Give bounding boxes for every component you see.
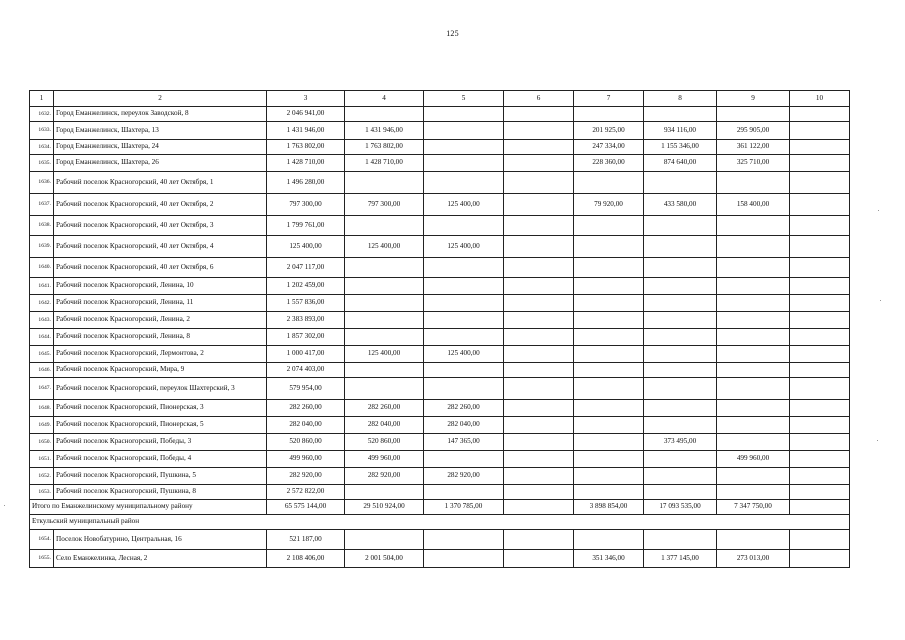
value-cell: 325 710,00 xyxy=(717,155,790,172)
value-cell: 1 428 710,00 xyxy=(345,155,424,172)
scan-mark xyxy=(877,440,878,441)
value-cell xyxy=(424,216,504,236)
value-cell xyxy=(504,530,574,550)
value-cell xyxy=(574,216,644,236)
table-row xyxy=(30,378,850,400)
value-cell: 1 377 145,00 xyxy=(644,550,717,568)
value-cell xyxy=(644,236,717,258)
value-cell xyxy=(790,295,850,312)
value-cell xyxy=(504,550,574,568)
value-cell xyxy=(790,329,850,346)
value-cell xyxy=(644,451,717,468)
row-number-cell: 1640. xyxy=(30,258,54,278)
value-cell: 282 040,00 xyxy=(424,417,504,434)
value-cell xyxy=(574,312,644,329)
value-cell xyxy=(574,434,644,451)
value-cell xyxy=(424,295,504,312)
row-number-cell: 1646. xyxy=(30,363,54,378)
value-cell: 1 000 417,00 xyxy=(267,346,345,363)
value-cell xyxy=(717,172,790,194)
value-cell xyxy=(790,312,850,329)
value-cell: 147 365,00 xyxy=(424,434,504,451)
address-cell: Рабочий поселок Красногорский, Пионерская, 5 xyxy=(54,417,267,434)
value-cell xyxy=(504,485,574,500)
value-cell: 295 905,00 xyxy=(717,122,790,140)
value-cell: 2 046 941,00 xyxy=(267,107,345,122)
value-cell xyxy=(574,530,644,550)
value-cell xyxy=(790,236,850,258)
table-row xyxy=(30,312,850,329)
value-cell xyxy=(345,329,424,346)
table-row xyxy=(30,122,850,140)
value-cell xyxy=(717,434,790,451)
value-cell xyxy=(504,278,574,295)
row-number-cell: 1654. xyxy=(30,530,54,550)
value-cell: 1 763 802,00 xyxy=(267,140,345,155)
value-cell xyxy=(345,363,424,378)
value-cell xyxy=(574,485,644,500)
address-cell: Город Еманжелинск, Шахтера, 24 xyxy=(54,140,267,155)
header-row xyxy=(30,91,850,107)
address-cell: Село Еманжелинка, Лесная, 2 xyxy=(54,550,267,568)
value-cell xyxy=(574,363,644,378)
value-cell xyxy=(644,172,717,194)
value-cell xyxy=(644,258,717,278)
value-cell: 282 040,00 xyxy=(345,417,424,434)
value-cell: 1 857 302,00 xyxy=(267,329,345,346)
value-cell: 282 920,00 xyxy=(424,468,504,485)
section-title: Еткульский муниципальный район xyxy=(30,515,850,530)
value-cell xyxy=(717,530,790,550)
value-cell xyxy=(574,236,644,258)
address-cell: Рабочий поселок Красногорский, Пушкина, 8 xyxy=(54,485,267,500)
value-cell: 228 360,00 xyxy=(574,155,644,172)
value-cell: 934 116,00 xyxy=(644,122,717,140)
value-cell: 1 431 946,00 xyxy=(345,122,424,140)
table-row xyxy=(30,172,850,194)
row-number-cell: 1634. xyxy=(30,140,54,155)
value-cell xyxy=(504,172,574,194)
value-cell: 1 557 836,00 xyxy=(267,295,345,312)
value-cell xyxy=(644,530,717,550)
value-cell xyxy=(717,346,790,363)
value-cell xyxy=(424,550,504,568)
table-row xyxy=(30,451,850,468)
value-cell xyxy=(345,485,424,500)
row-number-cell: 1653. xyxy=(30,485,54,500)
value-cell xyxy=(790,400,850,417)
value-cell xyxy=(424,258,504,278)
table-row xyxy=(30,278,850,295)
value-cell xyxy=(717,485,790,500)
value-cell: 797 300,00 xyxy=(345,194,424,216)
value-cell xyxy=(790,258,850,278)
address-cell: Город Еманжелинск, переулок Заводской, 8 xyxy=(54,107,267,122)
value-cell: 1 496 280,00 xyxy=(267,172,345,194)
value-cell xyxy=(504,378,574,400)
value-cell xyxy=(574,107,644,122)
total-value-cell: 65 575 144,00 xyxy=(267,500,345,515)
value-cell xyxy=(644,400,717,417)
value-cell xyxy=(504,451,574,468)
value-cell xyxy=(504,122,574,140)
row-number-cell: 1639. xyxy=(30,236,54,258)
value-cell xyxy=(424,140,504,155)
value-cell xyxy=(574,329,644,346)
header-cell: 2 xyxy=(54,91,267,107)
value-cell xyxy=(790,155,850,172)
scan-mark xyxy=(878,210,879,211)
value-cell: 499 960,00 xyxy=(345,451,424,468)
value-cell xyxy=(424,363,504,378)
address-cell: Рабочий поселок Красногорский, 40 лет Октября, 3 xyxy=(54,216,267,236)
value-cell xyxy=(790,363,850,378)
value-cell: 499 960,00 xyxy=(717,451,790,468)
value-cell: 282 920,00 xyxy=(267,468,345,485)
housing-table xyxy=(29,90,850,568)
table-row xyxy=(30,417,850,434)
value-cell: 520 860,00 xyxy=(345,434,424,451)
value-cell xyxy=(790,417,850,434)
total-row xyxy=(30,500,850,515)
value-cell xyxy=(504,434,574,451)
value-cell: 125 400,00 xyxy=(267,236,345,258)
row-number-cell: 1655. xyxy=(30,550,54,568)
value-cell xyxy=(644,312,717,329)
value-cell xyxy=(504,400,574,417)
value-cell xyxy=(644,417,717,434)
address-cell: Рабочий поселок Красногорский, 40 лет Октября, 4 xyxy=(54,236,267,258)
value-cell xyxy=(424,172,504,194)
table-row xyxy=(30,216,850,236)
row-number-cell: 1635. xyxy=(30,155,54,172)
table-row xyxy=(30,194,850,216)
row-number-cell: 1644. xyxy=(30,329,54,346)
value-cell xyxy=(574,258,644,278)
header-cell: 4 xyxy=(345,91,424,107)
value-cell: 1 799 761,00 xyxy=(267,216,345,236)
value-cell xyxy=(790,278,850,295)
address-cell: Рабочий поселок Красногорский, Ленина, 2 xyxy=(54,312,267,329)
value-cell xyxy=(644,278,717,295)
value-cell xyxy=(504,312,574,329)
value-cell: 79 920,00 xyxy=(574,194,644,216)
value-cell xyxy=(717,295,790,312)
row-number-cell: 1651. xyxy=(30,451,54,468)
value-cell xyxy=(504,258,574,278)
row-number-cell: 1647. xyxy=(30,378,54,400)
row-number-cell: 1638. xyxy=(30,216,54,236)
table-row xyxy=(30,295,850,312)
value-cell: 282 920,00 xyxy=(345,468,424,485)
value-cell xyxy=(574,451,644,468)
total-value-cell: 17 093 535,00 xyxy=(644,500,717,515)
value-cell xyxy=(424,312,504,329)
value-cell xyxy=(717,329,790,346)
row-number-cell: 1650. xyxy=(30,434,54,451)
value-cell: 1 431 946,00 xyxy=(267,122,345,140)
table-row xyxy=(30,485,850,500)
table-row xyxy=(30,107,850,122)
address-cell: Рабочий поселок Красногорский, Победы, 3 xyxy=(54,434,267,451)
value-cell xyxy=(790,107,850,122)
row-number-cell: 1643. xyxy=(30,312,54,329)
value-cell xyxy=(790,550,850,568)
value-cell: 2 001 504,00 xyxy=(345,550,424,568)
header-cell: 6 xyxy=(504,91,574,107)
total-label: Итого по Еманжелинскому муниципальному району xyxy=(30,500,267,515)
value-cell: 361 122,00 xyxy=(717,140,790,155)
value-cell xyxy=(644,329,717,346)
value-cell: 125 400,00 xyxy=(424,194,504,216)
value-cell: 521 187,00 xyxy=(267,530,345,550)
value-cell xyxy=(644,363,717,378)
value-cell: 158 400,00 xyxy=(717,194,790,216)
value-cell: 2 383 893,00 xyxy=(267,312,345,329)
address-cell: Рабочий поселок Красногорский, Ленина, 11 xyxy=(54,295,267,312)
value-cell xyxy=(424,278,504,295)
value-cell: 282 260,00 xyxy=(267,400,345,417)
value-cell: 2 572 822,00 xyxy=(267,485,345,500)
value-cell xyxy=(790,172,850,194)
header-cell: 7 xyxy=(574,91,644,107)
value-cell xyxy=(424,485,504,500)
value-cell: 520 860,00 xyxy=(267,434,345,451)
scan-mark xyxy=(4,505,5,506)
value-cell xyxy=(345,312,424,329)
value-cell: 125 400,00 xyxy=(345,346,424,363)
value-cell: 874 640,00 xyxy=(644,155,717,172)
value-cell xyxy=(574,378,644,400)
header-cell: 9 xyxy=(717,91,790,107)
value-cell xyxy=(574,172,644,194)
section-row xyxy=(30,515,850,530)
value-cell: 201 925,00 xyxy=(574,122,644,140)
value-cell xyxy=(504,216,574,236)
value-cell xyxy=(424,155,504,172)
value-cell xyxy=(574,346,644,363)
value-cell xyxy=(790,194,850,216)
value-cell xyxy=(424,329,504,346)
row-number-cell: 1632. xyxy=(30,107,54,122)
table-row xyxy=(30,434,850,451)
value-cell xyxy=(504,468,574,485)
address-cell: Город Еманжелинск, Шахтера, 13 xyxy=(54,122,267,140)
header-cell: 5 xyxy=(424,91,504,107)
table-row xyxy=(30,550,850,568)
value-cell xyxy=(717,107,790,122)
value-cell xyxy=(790,468,850,485)
value-cell xyxy=(504,107,574,122)
scan-mark xyxy=(880,300,881,301)
value-cell xyxy=(504,346,574,363)
value-cell xyxy=(345,107,424,122)
value-cell xyxy=(574,417,644,434)
address-cell: Рабочий поселок Красногорский, переулок Шахтерский, 3 xyxy=(54,378,267,400)
row-number-cell: 1645. xyxy=(30,346,54,363)
value-cell xyxy=(644,485,717,500)
value-cell: 1 428 710,00 xyxy=(267,155,345,172)
total-value-cell xyxy=(504,500,574,515)
row-number-cell: 1649. xyxy=(30,417,54,434)
value-cell xyxy=(345,378,424,400)
value-cell xyxy=(644,216,717,236)
value-cell xyxy=(790,451,850,468)
value-cell: 499 960,00 xyxy=(267,451,345,468)
value-cell: 373 495,00 xyxy=(644,434,717,451)
value-cell xyxy=(790,485,850,500)
value-cell xyxy=(504,295,574,312)
address-cell: Рабочий поселок Красногорский, 40 лет Октября, 6 xyxy=(54,258,267,278)
value-cell xyxy=(717,258,790,278)
total-value-cell: 29 510 924,00 xyxy=(345,500,424,515)
value-cell xyxy=(424,122,504,140)
header-cell: 10 xyxy=(790,91,850,107)
value-cell: 433 580,00 xyxy=(644,194,717,216)
value-cell xyxy=(717,417,790,434)
value-cell xyxy=(717,216,790,236)
address-cell: Рабочий поселок Красногорский, Ленина, 10 xyxy=(54,278,267,295)
total-value-cell: 3 898 854,00 xyxy=(574,500,644,515)
total-value-cell: 7 347 750,00 xyxy=(717,500,790,515)
value-cell: 797 300,00 xyxy=(267,194,345,216)
row-number-cell: 1648. xyxy=(30,400,54,417)
value-cell xyxy=(574,295,644,312)
value-cell xyxy=(717,363,790,378)
value-cell xyxy=(644,346,717,363)
value-cell: 351 346,00 xyxy=(574,550,644,568)
value-cell xyxy=(790,530,850,550)
value-cell xyxy=(790,346,850,363)
row-number-cell: 1642. xyxy=(30,295,54,312)
header-cell: 3 xyxy=(267,91,345,107)
table-row xyxy=(30,258,850,278)
address-cell: Рабочий поселок Красногорский, Мира, 9 xyxy=(54,363,267,378)
value-cell xyxy=(717,468,790,485)
table-row xyxy=(30,530,850,550)
value-cell xyxy=(424,451,504,468)
table-body xyxy=(30,91,850,568)
address-cell: Рабочий поселок Красногорский, Пушкина, 5 xyxy=(54,468,267,485)
address-cell: Рабочий поселок Красногорский, Ленина, 8 xyxy=(54,329,267,346)
value-cell xyxy=(504,140,574,155)
value-cell xyxy=(717,378,790,400)
value-cell xyxy=(644,107,717,122)
table-row xyxy=(30,400,850,417)
address-cell: Рабочий поселок Красногорский, 40 лет Октября, 1 xyxy=(54,172,267,194)
address-cell: Рабочий поселок Красногорский, Лермонтова, 2 xyxy=(54,346,267,363)
address-cell: Город Еманжелинск, Шахтера, 26 xyxy=(54,155,267,172)
value-cell xyxy=(345,172,424,194)
value-cell xyxy=(644,295,717,312)
value-cell xyxy=(574,400,644,417)
value-cell xyxy=(644,378,717,400)
table-row xyxy=(30,363,850,378)
value-cell: 247 334,00 xyxy=(574,140,644,155)
value-cell xyxy=(717,312,790,329)
value-cell: 579 954,00 xyxy=(267,378,345,400)
value-cell xyxy=(345,530,424,550)
value-cell xyxy=(790,140,850,155)
value-cell xyxy=(424,530,504,550)
value-cell xyxy=(345,295,424,312)
value-cell: 125 400,00 xyxy=(424,346,504,363)
value-cell xyxy=(644,468,717,485)
value-cell xyxy=(504,236,574,258)
value-cell: 1 763 802,00 xyxy=(345,140,424,155)
value-cell xyxy=(424,378,504,400)
value-cell: 1 202 459,00 xyxy=(267,278,345,295)
value-cell xyxy=(717,400,790,417)
value-cell xyxy=(504,363,574,378)
value-cell xyxy=(504,155,574,172)
value-cell xyxy=(790,122,850,140)
value-cell: 282 260,00 xyxy=(345,400,424,417)
value-cell xyxy=(717,236,790,258)
table-row xyxy=(30,236,850,258)
row-number-cell: 1652. xyxy=(30,468,54,485)
value-cell xyxy=(504,417,574,434)
value-cell xyxy=(504,329,574,346)
value-cell xyxy=(424,107,504,122)
value-cell xyxy=(504,194,574,216)
address-cell: Рабочий поселок Красногорский, Пионерская, 3 xyxy=(54,400,267,417)
value-cell xyxy=(790,434,850,451)
table-row xyxy=(30,140,850,155)
value-cell xyxy=(790,378,850,400)
row-number-cell: 1636. xyxy=(30,172,54,194)
address-cell: Рабочий поселок Красногорский, 40 лет Октября, 2 xyxy=(54,194,267,216)
table-row xyxy=(30,346,850,363)
table-row xyxy=(30,155,850,172)
value-cell: 282 260,00 xyxy=(424,400,504,417)
total-value-cell: 1 370 785,00 xyxy=(424,500,504,515)
value-cell: 2 074 403,00 xyxy=(267,363,345,378)
value-cell: 2 108 406,00 xyxy=(267,550,345,568)
value-cell: 282 040,00 xyxy=(267,417,345,434)
value-cell xyxy=(345,216,424,236)
value-cell: 273 013,00 xyxy=(717,550,790,568)
table-row xyxy=(30,329,850,346)
address-cell: Рабочий поселок Красногорский, Победы, 4 xyxy=(54,451,267,468)
value-cell xyxy=(345,258,424,278)
value-cell xyxy=(574,278,644,295)
value-cell xyxy=(790,216,850,236)
value-cell: 2 047 117,00 xyxy=(267,258,345,278)
row-number-cell: 1641. xyxy=(30,278,54,295)
value-cell: 125 400,00 xyxy=(424,236,504,258)
address-cell: Поселок Новобатурино, Центральная, 16 xyxy=(54,530,267,550)
row-number-cell: 1633. xyxy=(30,122,54,140)
row-number-cell: 1637. xyxy=(30,194,54,216)
value-cell: 125 400,00 xyxy=(345,236,424,258)
header-cell: 8 xyxy=(644,91,717,107)
total-value-cell xyxy=(790,500,850,515)
value-cell: 1 155 346,00 xyxy=(644,140,717,155)
header-cell: 1 xyxy=(30,91,54,107)
value-cell xyxy=(574,468,644,485)
value-cell xyxy=(717,278,790,295)
page-number: 125 xyxy=(446,29,459,38)
table-row xyxy=(30,468,850,485)
value-cell xyxy=(345,278,424,295)
